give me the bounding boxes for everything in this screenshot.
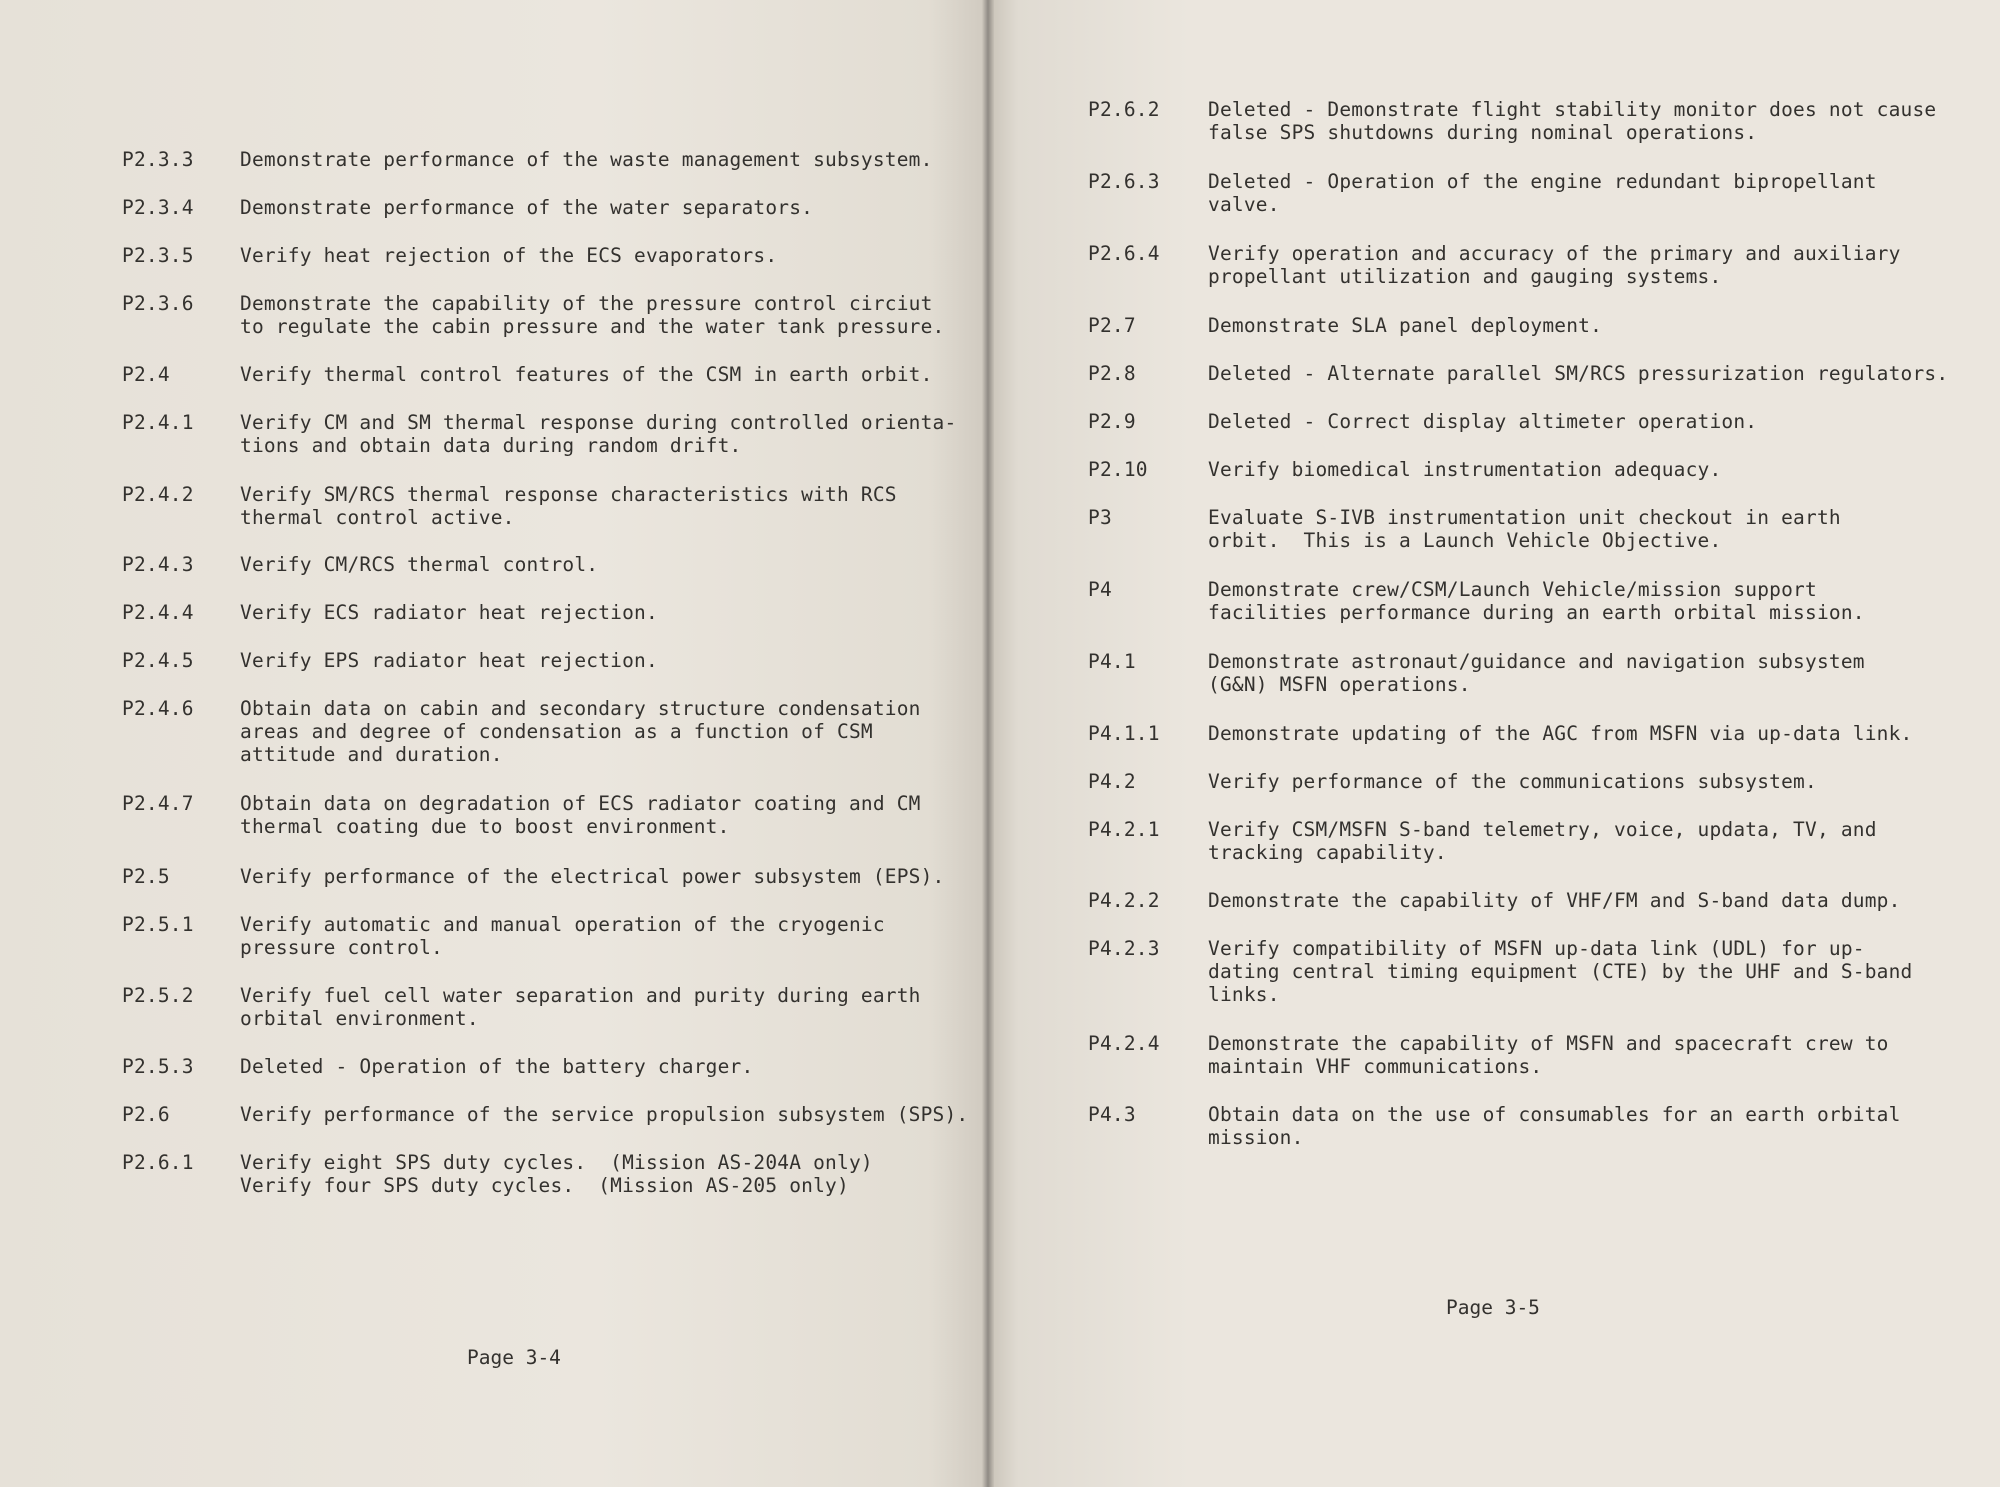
item-number: P2.10 <box>1088 458 1148 481</box>
item-number: P4 <box>1088 578 1112 601</box>
item-text: Verify compatibility of MSFN up-data link (UDL) for up- dating central timing equipment (CTE) by the UHF and S-band links. <box>1208 937 1913 1006</box>
item-number: P2.6.1 <box>122 1151 194 1174</box>
item-number: P2.3.3 <box>122 148 194 171</box>
item-text: Verify fuel cell water separation and purity during earth orbital environment. <box>240 984 921 1030</box>
item-number: P4.3 <box>1088 1103 1136 1126</box>
item-number: P2.4.1 <box>122 411 194 434</box>
item-number: P2.6 <box>122 1103 170 1126</box>
item-number: P4.2.1 <box>1088 818 1160 841</box>
item-text: Deleted - Operation of the engine redundant bipropellant valve. <box>1208 170 1877 216</box>
item-text: Obtain data on cabin and secondary structure condensation areas and degree of condensation as a function of CSM attitude and duration. <box>240 697 921 766</box>
item-number: P2.7 <box>1088 314 1136 337</box>
item-text: Demonstrate the capability of MSFN and spacecraft crew to maintain VHF communications. <box>1208 1032 1889 1078</box>
item-text: Obtain data on degradation of ECS radiator coating and CM thermal coating due to boost environment. <box>240 792 921 838</box>
item-text: Demonstrate SLA panel deployment. <box>1208 314 1603 337</box>
item-number: P4.1 <box>1088 650 1136 673</box>
item-text: Verify thermal control features of the CSM in earth orbit. <box>240 363 933 386</box>
item-number: P2.4 <box>122 363 170 386</box>
item-text: Evaluate S-IVB instrumentation unit checkout in earth orbit. This is a Launch Vehicle Objective. <box>1208 506 1841 552</box>
item-text: Verify CM/RCS thermal control. <box>240 553 599 576</box>
item-number: P4.1.1 <box>1088 722 1160 745</box>
item-number: P4.2 <box>1088 770 1136 793</box>
item-number: P2.8 <box>1088 362 1136 385</box>
item-text: Verify ECS radiator heat rejection. <box>240 601 658 624</box>
item-text: Verify CM and SM thermal response during controlled orienta- tions and obtain data during random drift. <box>240 411 957 457</box>
item-number: P4.2.2 <box>1088 889 1160 912</box>
item-text: Deleted - Correct display altimeter operation. <box>1208 410 1758 433</box>
item-number: P2.4.7 <box>122 792 194 815</box>
item-number: P2.4.3 <box>122 553 194 576</box>
left-page <box>0 0 988 1487</box>
item-number: P2.3.5 <box>122 244 194 267</box>
item-number: P4.2.3 <box>1088 937 1160 960</box>
item-number: P2.4.2 <box>122 483 194 506</box>
item-number: P2.3.6 <box>122 292 194 315</box>
page-number: Page 3-5 <box>1446 1296 1540 1319</box>
item-text: Demonstrate performance of the water separators. <box>240 196 814 219</box>
item-number: P4.2.4 <box>1088 1032 1160 1055</box>
item-number: P2.4.5 <box>122 649 194 672</box>
item-text: Verify performance of the service propulsion subsystem (SPS). <box>240 1103 969 1126</box>
item-number: P2.5.3 <box>122 1055 194 1078</box>
item-text: Demonstrate astronaut/guidance and navigation subsystem (G&N) MSFN operations. <box>1208 650 1865 696</box>
item-text: Verify biomedical instrumentation adequacy. <box>1208 458 1722 481</box>
item-text: Verify automatic and manual operation of the cryogenic pressure control. <box>240 913 885 959</box>
item-number: P2.9 <box>1088 410 1136 433</box>
item-text: Deleted - Operation of the battery charger. <box>240 1055 754 1078</box>
item-text: Demonstrate updating of the AGC from MSFN via up-data link. <box>1208 722 1913 745</box>
item-text: Demonstrate the capability of the pressure control circiut to regulate the cabin pressure and the water tank pressure. <box>240 292 945 338</box>
item-text: Verify eight SPS duty cycles. (Mission AS-204A only) Verify four SPS duty cycles. (Mission AS-205 only) <box>240 1151 873 1197</box>
item-text: Verify heat rejection of the ECS evaporators. <box>240 244 778 267</box>
right-page <box>988 0 2000 1487</box>
item-number: P2.5 <box>122 865 170 888</box>
item-text: Verify operation and accuracy of the primary and auxiliary propellant utilization and gauging systems. <box>1208 242 1901 288</box>
item-number: P2.5.1 <box>122 913 194 936</box>
item-text: Deleted - Alternate parallel SM/RCS pressurization regulators. <box>1208 362 1949 385</box>
item-text: Demonstrate performance of the waste management subsystem. <box>240 148 933 171</box>
item-number: P2.3.4 <box>122 196 194 219</box>
item-number: P2.6.4 <box>1088 242 1160 265</box>
page-number: Page 3-4 <box>467 1346 561 1369</box>
item-text: Verify SM/RCS thermal response characteristics with RCS thermal control active. <box>240 483 897 529</box>
item-number: P2.6.3 <box>1088 170 1160 193</box>
item-text: Deleted - Demonstrate flight stability monitor does not cause false SPS shutdowns during nominal operations. <box>1208 98 1937 144</box>
item-text: Verify EPS radiator heat rejection. <box>240 649 658 672</box>
item-number: P2.4.4 <box>122 601 194 624</box>
item-text: Verify performance of the communications subsystem. <box>1208 770 1817 793</box>
item-number: P3 <box>1088 506 1112 529</box>
item-number: P2.5.2 <box>122 984 194 1007</box>
item-text: Demonstrate crew/CSM/Launch Vehicle/mission support facilities performance during an earth orbital mission. <box>1208 578 1865 624</box>
item-text: Demonstrate the capability of VHF/FM and S-band data dump. <box>1208 889 1901 912</box>
item-text: Verify performance of the electrical power subsystem (EPS). <box>240 865 945 888</box>
item-text: Obtain data on the use of consumables for an earth orbital mission. <box>1208 1103 1901 1149</box>
binding-gutter <box>982 0 994 1487</box>
item-number: P2.6.2 <box>1088 98 1160 121</box>
item-number: P2.4.6 <box>122 697 194 720</box>
item-text: Verify CSM/MSFN S-band telemetry, voice, updata, TV, and tracking capability. <box>1208 818 1877 864</box>
